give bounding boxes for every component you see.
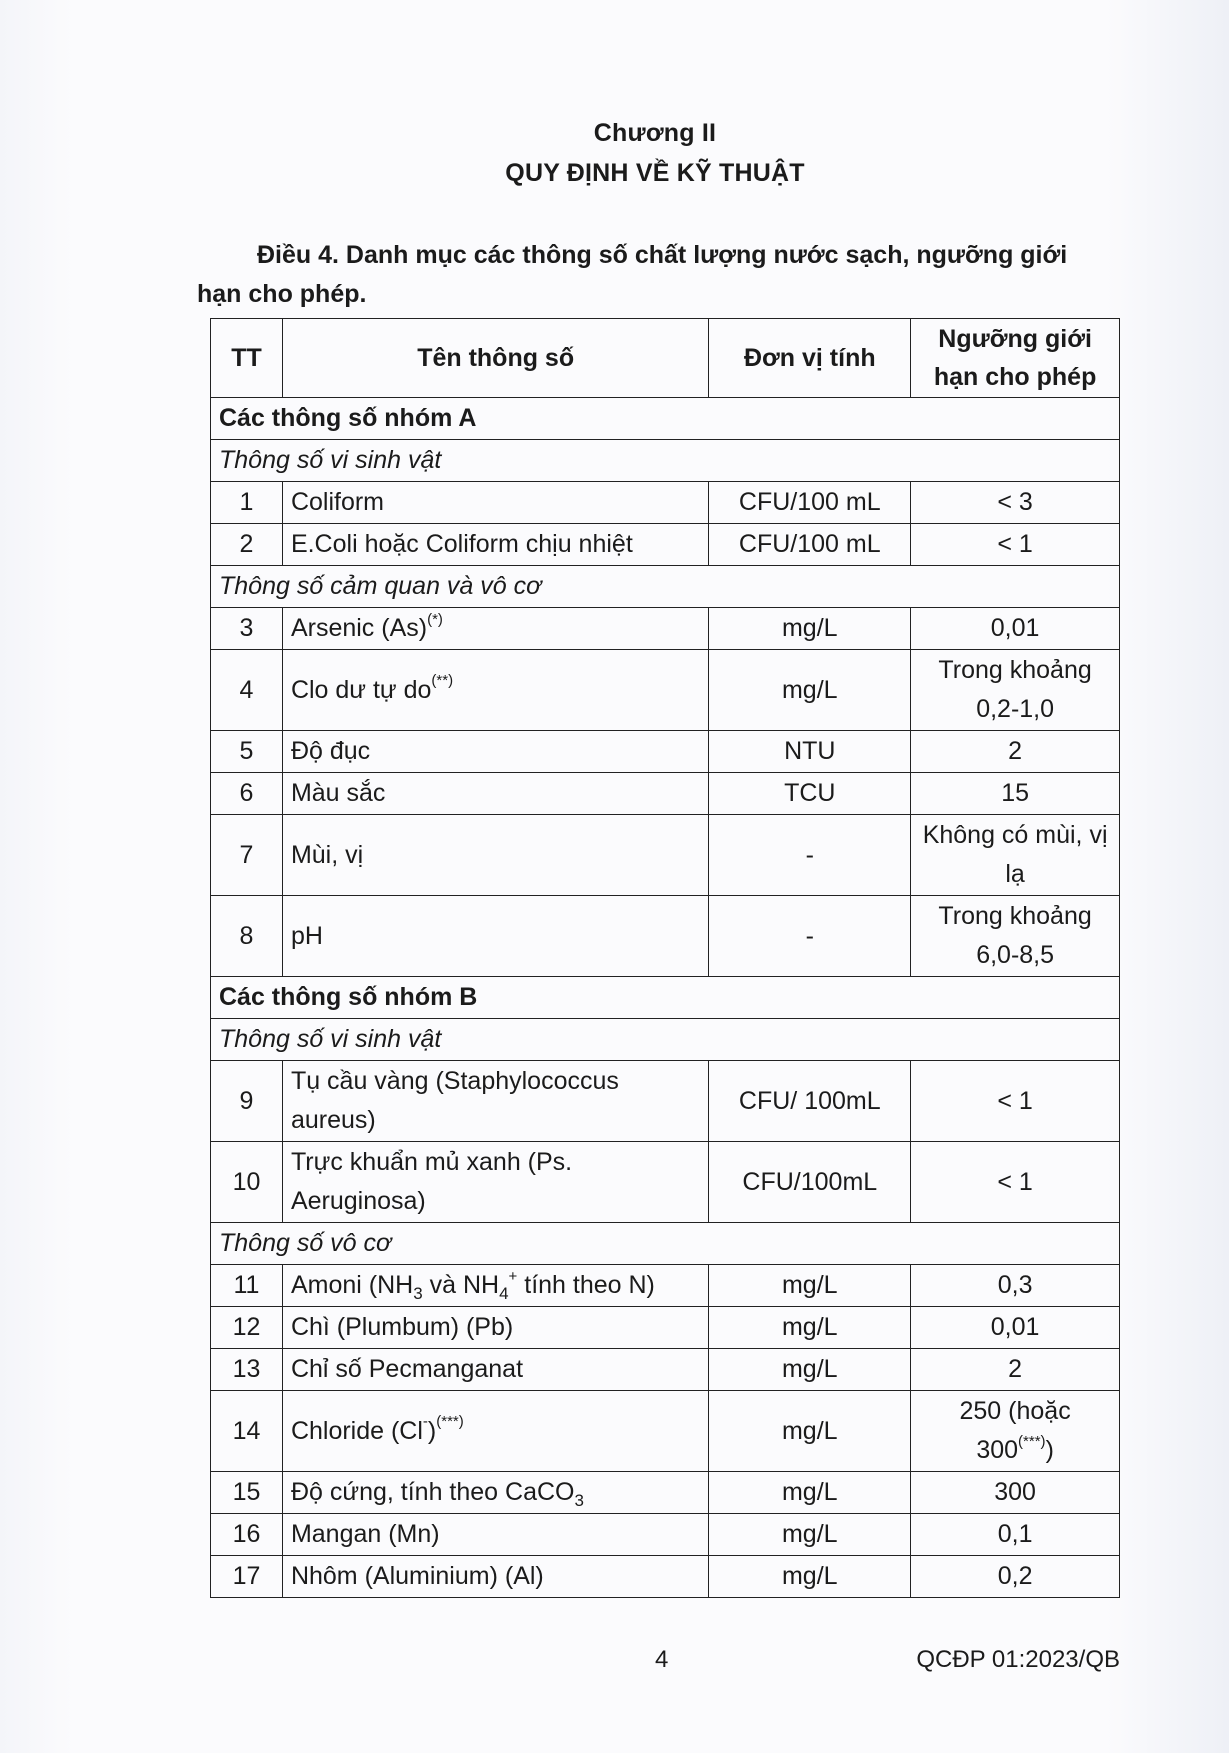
- footnote-mark: (***): [436, 1413, 464, 1431]
- row-name: Coliform: [282, 482, 708, 524]
- group-a-sensory-heading: Thông số cảm quan và vô cơ: [211, 566, 1120, 608]
- parameter-table: [210, 318, 1120, 1598]
- row-name: Màu sắc: [282, 773, 708, 815]
- row-tt: 4: [211, 650, 283, 731]
- table-row: [211, 1142, 1120, 1223]
- row-limit: 0,1: [911, 1514, 1120, 1556]
- chapter-title: QUY ĐỊNH VỀ KỸ THUẬT: [505, 159, 805, 187]
- row-unit: mg/L: [709, 1472, 911, 1514]
- row-unit: TCU: [709, 773, 911, 815]
- row-limit: < 1: [911, 1142, 1120, 1223]
- row-unit: CFU/ 100mL: [709, 1061, 911, 1142]
- table-row: [211, 482, 1120, 524]
- footnote-mark: (*): [427, 610, 443, 628]
- footnote-mark: (**): [431, 672, 454, 690]
- row-name: Chloride (Cl-)(***): [282, 1391, 708, 1472]
- table-row: [211, 608, 1120, 650]
- header-name: Tên thông số: [282, 319, 708, 398]
- row-name: Trực khuẩn mủ xanh (Ps. Aeruginosa): [282, 1142, 708, 1223]
- row-tt: 12: [211, 1307, 283, 1349]
- table-row: [211, 1514, 1120, 1556]
- row-limit: < 1: [911, 1061, 1120, 1142]
- page-number: 4: [655, 1646, 669, 1673]
- row-limit: 250 (hoặc 300(***)): [911, 1391, 1120, 1472]
- table-row: [211, 896, 1120, 977]
- row-limit: Trong khoảng 6,0-8,5: [911, 896, 1120, 977]
- row-name: Clo dư tự do(**): [282, 650, 708, 731]
- row-tt: 13: [211, 1349, 283, 1391]
- table-row: [211, 650, 1120, 731]
- row-unit: mg/L: [709, 1556, 911, 1598]
- row-tt: 2: [211, 524, 283, 566]
- row-tt: 7: [211, 815, 283, 896]
- document-code: QCĐP 01:2023/QB: [916, 1646, 1120, 1673]
- row-name: pH: [282, 896, 708, 977]
- table-row: [211, 1307, 1120, 1349]
- table-row: [211, 1556, 1120, 1598]
- row-limit: Không có mùi, vị lạ: [911, 815, 1120, 896]
- row-limit: 0,01: [911, 1307, 1120, 1349]
- article-heading: Điều 4. Danh mục các thông số chất lượng nước sạch, ngưỡng giới hạn cho phép.: [197, 241, 1068, 308]
- row-tt: 6: [211, 773, 283, 815]
- row-unit: mg/L: [709, 1349, 911, 1391]
- row-limit: 2: [911, 1349, 1120, 1391]
- row-name: Chì (Plumbum) (Pb): [282, 1307, 708, 1349]
- table-row: [211, 524, 1120, 566]
- group-b-inorganic-heading: Thông số vô cơ: [211, 1223, 1120, 1265]
- table-row: [211, 1391, 1120, 1472]
- table-row: [211, 1061, 1120, 1142]
- row-unit: CFU/100mL: [709, 1142, 911, 1223]
- row-tt: 11: [211, 1265, 283, 1307]
- row-name: Độ đục: [282, 731, 708, 773]
- row-name: Mangan (Mn): [282, 1514, 708, 1556]
- row-unit: mg/L: [709, 650, 911, 731]
- row-unit: -: [709, 896, 911, 977]
- row-tt: 16: [211, 1514, 283, 1556]
- table-row: [211, 731, 1120, 773]
- table-row: [211, 773, 1120, 815]
- row-limit: 300: [911, 1472, 1120, 1514]
- row-tt: 17: [211, 1556, 283, 1598]
- row-limit: < 1: [911, 524, 1120, 566]
- row-limit: Trong khoảng 0,2-1,0: [911, 650, 1120, 731]
- row-name: Tụ cầu vàng (Staphylococcus aureus): [282, 1061, 708, 1142]
- row-name: Amoni ($NH_3$ và $NH_4^+$ tính theo N): [282, 1265, 708, 1307]
- group-a-micro-heading: Thông số vi sinh vật: [211, 440, 1120, 482]
- row-limit: 15: [911, 773, 1120, 815]
- row-name: Chỉ số Pecmanganat: [282, 1349, 708, 1391]
- table-row: [211, 1472, 1120, 1514]
- row-limit: 0,01: [911, 608, 1120, 650]
- row-tt: 14: [211, 1391, 283, 1472]
- table-row: [211, 1349, 1120, 1391]
- row-name: Mùi, vị: [282, 815, 708, 896]
- group-b-heading: Các thông số nhóm B: [211, 977, 1120, 1019]
- header-unit: Đơn vị tính: [709, 319, 911, 398]
- row-tt: 1: [211, 482, 283, 524]
- row-name: Arsenic (As)(*): [282, 608, 708, 650]
- row-tt: 15: [211, 1472, 283, 1514]
- row-tt: 3: [211, 608, 283, 650]
- row-unit: mg/L: [709, 1265, 911, 1307]
- group-a-heading: Các thông số nhóm A: [211, 398, 1120, 440]
- header-tt: TT: [211, 319, 283, 398]
- row-unit: mg/L: [709, 1514, 911, 1556]
- row-unit: mg/L: [709, 1391, 911, 1472]
- row-unit: CFU/100 mL: [709, 482, 911, 524]
- row-name: E.Coli hoặc Coliform chịu nhiệt: [282, 524, 708, 566]
- row-limit: 2: [911, 731, 1120, 773]
- row-tt: 9: [211, 1061, 283, 1142]
- group-b-micro-heading: Thông số vi sinh vật: [211, 1019, 1120, 1061]
- row-limit: 0,2: [911, 1556, 1120, 1598]
- row-unit: NTU: [709, 731, 911, 773]
- row-limit: 0,3: [911, 1265, 1120, 1307]
- row-name: Độ cứng, tính theo CaCO$_3$: [282, 1472, 708, 1514]
- row-unit: -: [709, 815, 911, 896]
- row-unit: mg/L: [709, 608, 911, 650]
- row-limit: < 3: [911, 482, 1120, 524]
- row-unit: mg/L: [709, 1307, 911, 1349]
- row-tt: 8: [211, 896, 283, 977]
- row-name: Nhôm (Aluminium) (Al): [282, 1556, 708, 1598]
- row-tt: 10: [211, 1142, 283, 1223]
- table-row: [211, 815, 1120, 896]
- table-row: [211, 1265, 1120, 1307]
- header-limit: Ngưỡng giới hạn cho phép: [911, 319, 1120, 398]
- row-unit: CFU/100 mL: [709, 524, 911, 566]
- row-tt: 5: [211, 731, 283, 773]
- chapter-label: Chương II: [593, 119, 717, 147]
- table-header-row: [211, 319, 1120, 398]
